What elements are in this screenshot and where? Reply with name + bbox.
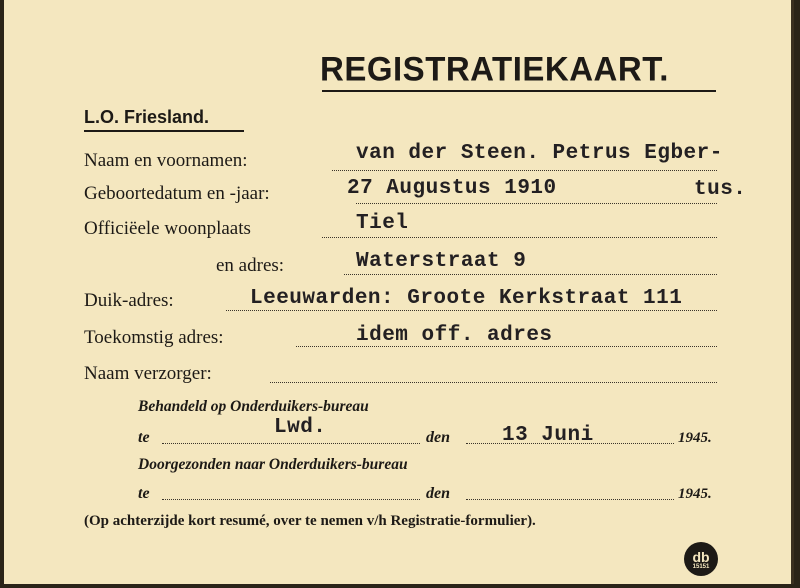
birth-value: 27 Augustus 1910 bbox=[347, 177, 557, 200]
forwarded-heading: Doorgezonden naar Onderduikers-bureau bbox=[138, 456, 408, 473]
forwarded-den-dotted-line bbox=[466, 499, 674, 500]
birth-dotted-line bbox=[356, 203, 717, 204]
name-value-continuation: tus. bbox=[694, 178, 747, 201]
forwarded-te-dotted-line bbox=[162, 499, 420, 500]
handled-te-label: te bbox=[138, 429, 150, 446]
residence-label: Officiëele woonplaats bbox=[84, 218, 251, 239]
footer-note: (Op achterzijde kort resumé, over te nemen v/h Registratie-formulier). bbox=[84, 513, 536, 529]
title-underline bbox=[322, 90, 716, 92]
handled-den-value: 13 Juni bbox=[502, 424, 594, 447]
caretaker-label: Naam verzorger: bbox=[84, 363, 212, 384]
handled-den-label: den bbox=[426, 429, 450, 446]
caretaker-dotted-line bbox=[270, 382, 717, 383]
hiding-address-value: Leeuwarden: Groote Kerkstraat 111 bbox=[250, 287, 683, 310]
handled-year: 1945. bbox=[678, 430, 712, 446]
forwarded-te-label: te bbox=[138, 485, 150, 502]
organisation-label: L.O. Friesland. bbox=[84, 107, 210, 127]
hiding-address-label: Duik-adres: bbox=[84, 290, 174, 311]
future-address-value: idem off. adres bbox=[356, 324, 553, 347]
handled-te-value: Lwd. bbox=[274, 416, 327, 439]
residence-dotted-line bbox=[322, 237, 717, 238]
future-address-label: Toekomstig adres: bbox=[84, 327, 224, 348]
printer-logo-mark: db bbox=[692, 549, 710, 565]
printer-logo bbox=[684, 542, 718, 576]
name-dotted-line bbox=[332, 170, 717, 171]
address-value: Waterstraat 9 bbox=[356, 250, 527, 273]
forwarded-year: 1945. bbox=[678, 486, 712, 502]
address-label: en adres: bbox=[216, 255, 285, 276]
forwarded-den-label: den bbox=[426, 485, 450, 502]
birth-label: Geboortedatum en -jaar: bbox=[84, 183, 270, 204]
handled-heading: Behandeld op Onderduikers-bureau bbox=[138, 398, 369, 415]
printer-logo-small-text: 15151 bbox=[692, 564, 710, 570]
registration-card bbox=[4, 0, 794, 584]
card-title: REGISTRATIEKAART. bbox=[320, 49, 669, 88]
organisation-underline bbox=[84, 130, 244, 132]
handled-te-dotted-line bbox=[162, 443, 420, 444]
name-label: Naam en voornamen: bbox=[84, 150, 248, 171]
address-dotted-line bbox=[344, 274, 717, 275]
residence-value: Tiel bbox=[356, 212, 409, 235]
name-value: van der Steen. Petrus Egber- bbox=[356, 142, 723, 165]
hiding-address-dotted-line bbox=[226, 310, 717, 311]
